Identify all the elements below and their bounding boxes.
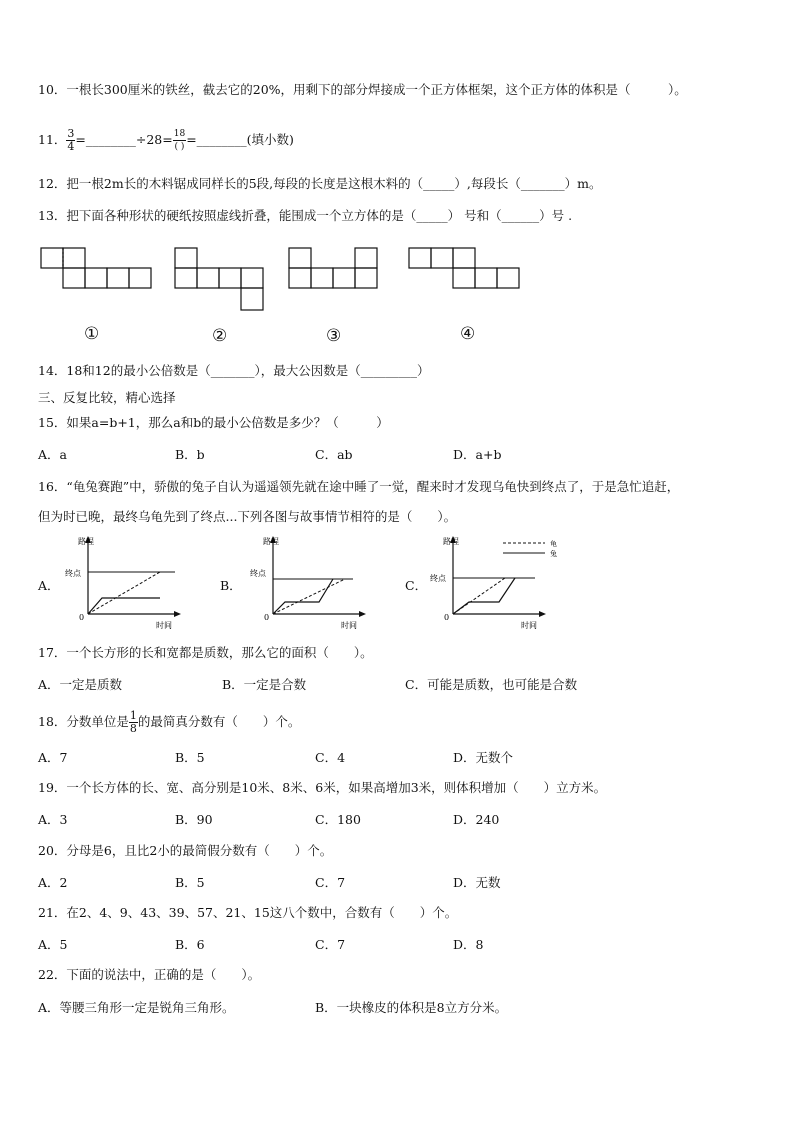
question-15: 15．如果a=b+1，那么a和b的最小公倍数是多少？（ ） — [38, 415, 389, 430]
question-18-stem-post: 的最简真分数有（ ）个。 — [137, 714, 301, 729]
cube-net-1 — [41, 248, 151, 288]
question-13: 13．把下面各种形状的硬纸按照虚线折叠，能围成一个立方体的是（_____） 号和（______）号 . — [38, 208, 573, 223]
q19-option-c: C．180 — [315, 812, 361, 827]
blank-equation-2: =________(填小数) — [186, 132, 294, 147]
graph-a-ylabel: 路程 — [78, 537, 94, 546]
q15-option-d: D．a+b — [453, 447, 502, 462]
q16-option-c: C． — [405, 578, 428, 593]
question-17: 17．一个长方形的长和宽都是质数，那么它的面积（ ）。 — [38, 645, 373, 660]
q18-option-d: D．无数个 — [453, 750, 514, 765]
cube-nets-figure — [38, 240, 538, 320]
net-label-2: ② — [212, 326, 228, 346]
q15-option-a: A．a — [38, 447, 67, 462]
fraction-three-quarters: $\frac{3}{4}$ — [67, 127, 75, 153]
legend-tortoise: 龟 — [550, 540, 557, 548]
graph-b-finish-label: 终点 — [250, 569, 266, 578]
cube-net-2 — [175, 248, 263, 310]
question-21: 21．在2、4、9、43、39、57、21、15这八个数中，合数有（ ）个。 — [38, 905, 458, 920]
question-14: 14．18和12的最小公倍数是（_______），最大公因数是（_________） — [38, 363, 430, 378]
q20-option-c: C．7 — [315, 875, 346, 890]
graph-b-ylabel: 路程 — [263, 537, 279, 546]
q19-option-d: D．240 — [453, 812, 500, 827]
cube-net-3 — [289, 248, 377, 288]
q16-option-a: A． — [38, 578, 60, 593]
graph-c-legend — [503, 539, 557, 558]
graph-c-ylabel: 路程 — [443, 537, 459, 546]
net-label-4: ④ — [460, 324, 476, 344]
question-18-stem-pre: 18．分数单位是 — [38, 714, 129, 729]
q19-option-b: B．90 — [175, 812, 213, 827]
question-18 — [38, 710, 300, 735]
net-label-1: ① — [84, 324, 100, 344]
cube-net-4 — [409, 248, 519, 288]
question-12: 12．把一根2m长的木料锯成同样长的5段,每段的长度是这根木料的（_____）,每段长（_______）m。 — [38, 176, 602, 191]
question-10: 10．一根长300厘米的铁丝，截去它的20%，用剩下的部分焊接成一个正方体框架，这个正方体的体积是（ ）。 — [38, 82, 687, 97]
q20-option-a: A．2 — [38, 875, 68, 890]
graph-c-origin: 0 — [444, 613, 450, 622]
q22-option-b: B．一块橡皮的体积是8立方分米。 — [315, 1000, 508, 1015]
q15-option-b: B．b — [175, 447, 205, 462]
q20-option-b: B．5 — [175, 875, 205, 890]
q17-option-c: C．可能是质数，也可能是合数 — [405, 677, 578, 692]
graph-b-xlabel: 时间 — [341, 621, 357, 630]
graph-a-finish-label: 终点 — [65, 569, 81, 578]
question-16-line-2: 但为时已晚，最终乌龟先到了终点...下列各图与故事情节相符的是（ ）。 — [38, 509, 457, 524]
fraction-one-eighth: $\frac{1}{8}$ — [129, 709, 137, 735]
graph-c-finish-label: 终点 — [430, 574, 446, 583]
question-19: 19．一个长方体的长、宽、高分别是10米、8米、6米，如果高增加3米，则体积增加（ ）立方米。 — [38, 780, 607, 795]
q20-option-d: D．无数 — [453, 875, 501, 890]
graph-b — [245, 532, 370, 632]
q17-option-b: B．一定是合数 — [222, 677, 307, 692]
q17-option-a: A．一定是质数 — [38, 677, 123, 692]
q21-option-d: D．8 — [453, 937, 484, 952]
q18-option-c: C．4 — [315, 750, 346, 765]
q19-option-a: A．3 — [38, 812, 68, 827]
q16-option-b: B． — [220, 578, 242, 593]
graph-a-xlabel: 时间 — [156, 621, 172, 630]
legend-rabbit: 兔 — [550, 550, 557, 558]
net-label-3: ③ — [326, 326, 342, 346]
graph-c — [425, 532, 560, 632]
blank-equation-1: =________÷28= — [75, 132, 173, 147]
q21-option-c: C．7 — [315, 937, 346, 952]
question-20: 20．分母是6，且比2小的最简假分数有（ ）个。 — [38, 843, 333, 858]
q18-option-a: A．7 — [38, 750, 68, 765]
fraction-18-over-blank: $\frac{18}{( )}$ — [173, 129, 186, 152]
question-22: 22．下面的说法中，正确的是（ ）。 — [38, 967, 261, 982]
q22-option-a: A．等腰三角形一定是锐角三角形。 — [38, 1000, 235, 1015]
q15-option-c: C．ab — [315, 447, 353, 462]
q21-option-b: B．6 — [175, 937, 205, 952]
graph-c-xlabel: 时间 — [521, 621, 537, 630]
question-11 — [38, 128, 294, 153]
q18-option-b: B．5 — [175, 750, 205, 765]
graph-a — [60, 532, 185, 632]
question-11-number: 11． — [38, 132, 67, 147]
graph-a-origin: 0 — [79, 613, 85, 622]
question-16-line-1: 16．“龟兔赛跑”中，骄傲的兔子自认为遥遥领先就在途中睡了一觉，醒来时才发现乌龟快到终点了，于是急忙追赶， — [38, 479, 680, 494]
q21-option-a: A．5 — [38, 937, 68, 952]
section-heading-3: 三、反复比较，精心选择 — [38, 390, 176, 405]
graph-b-origin: 0 — [264, 613, 270, 622]
